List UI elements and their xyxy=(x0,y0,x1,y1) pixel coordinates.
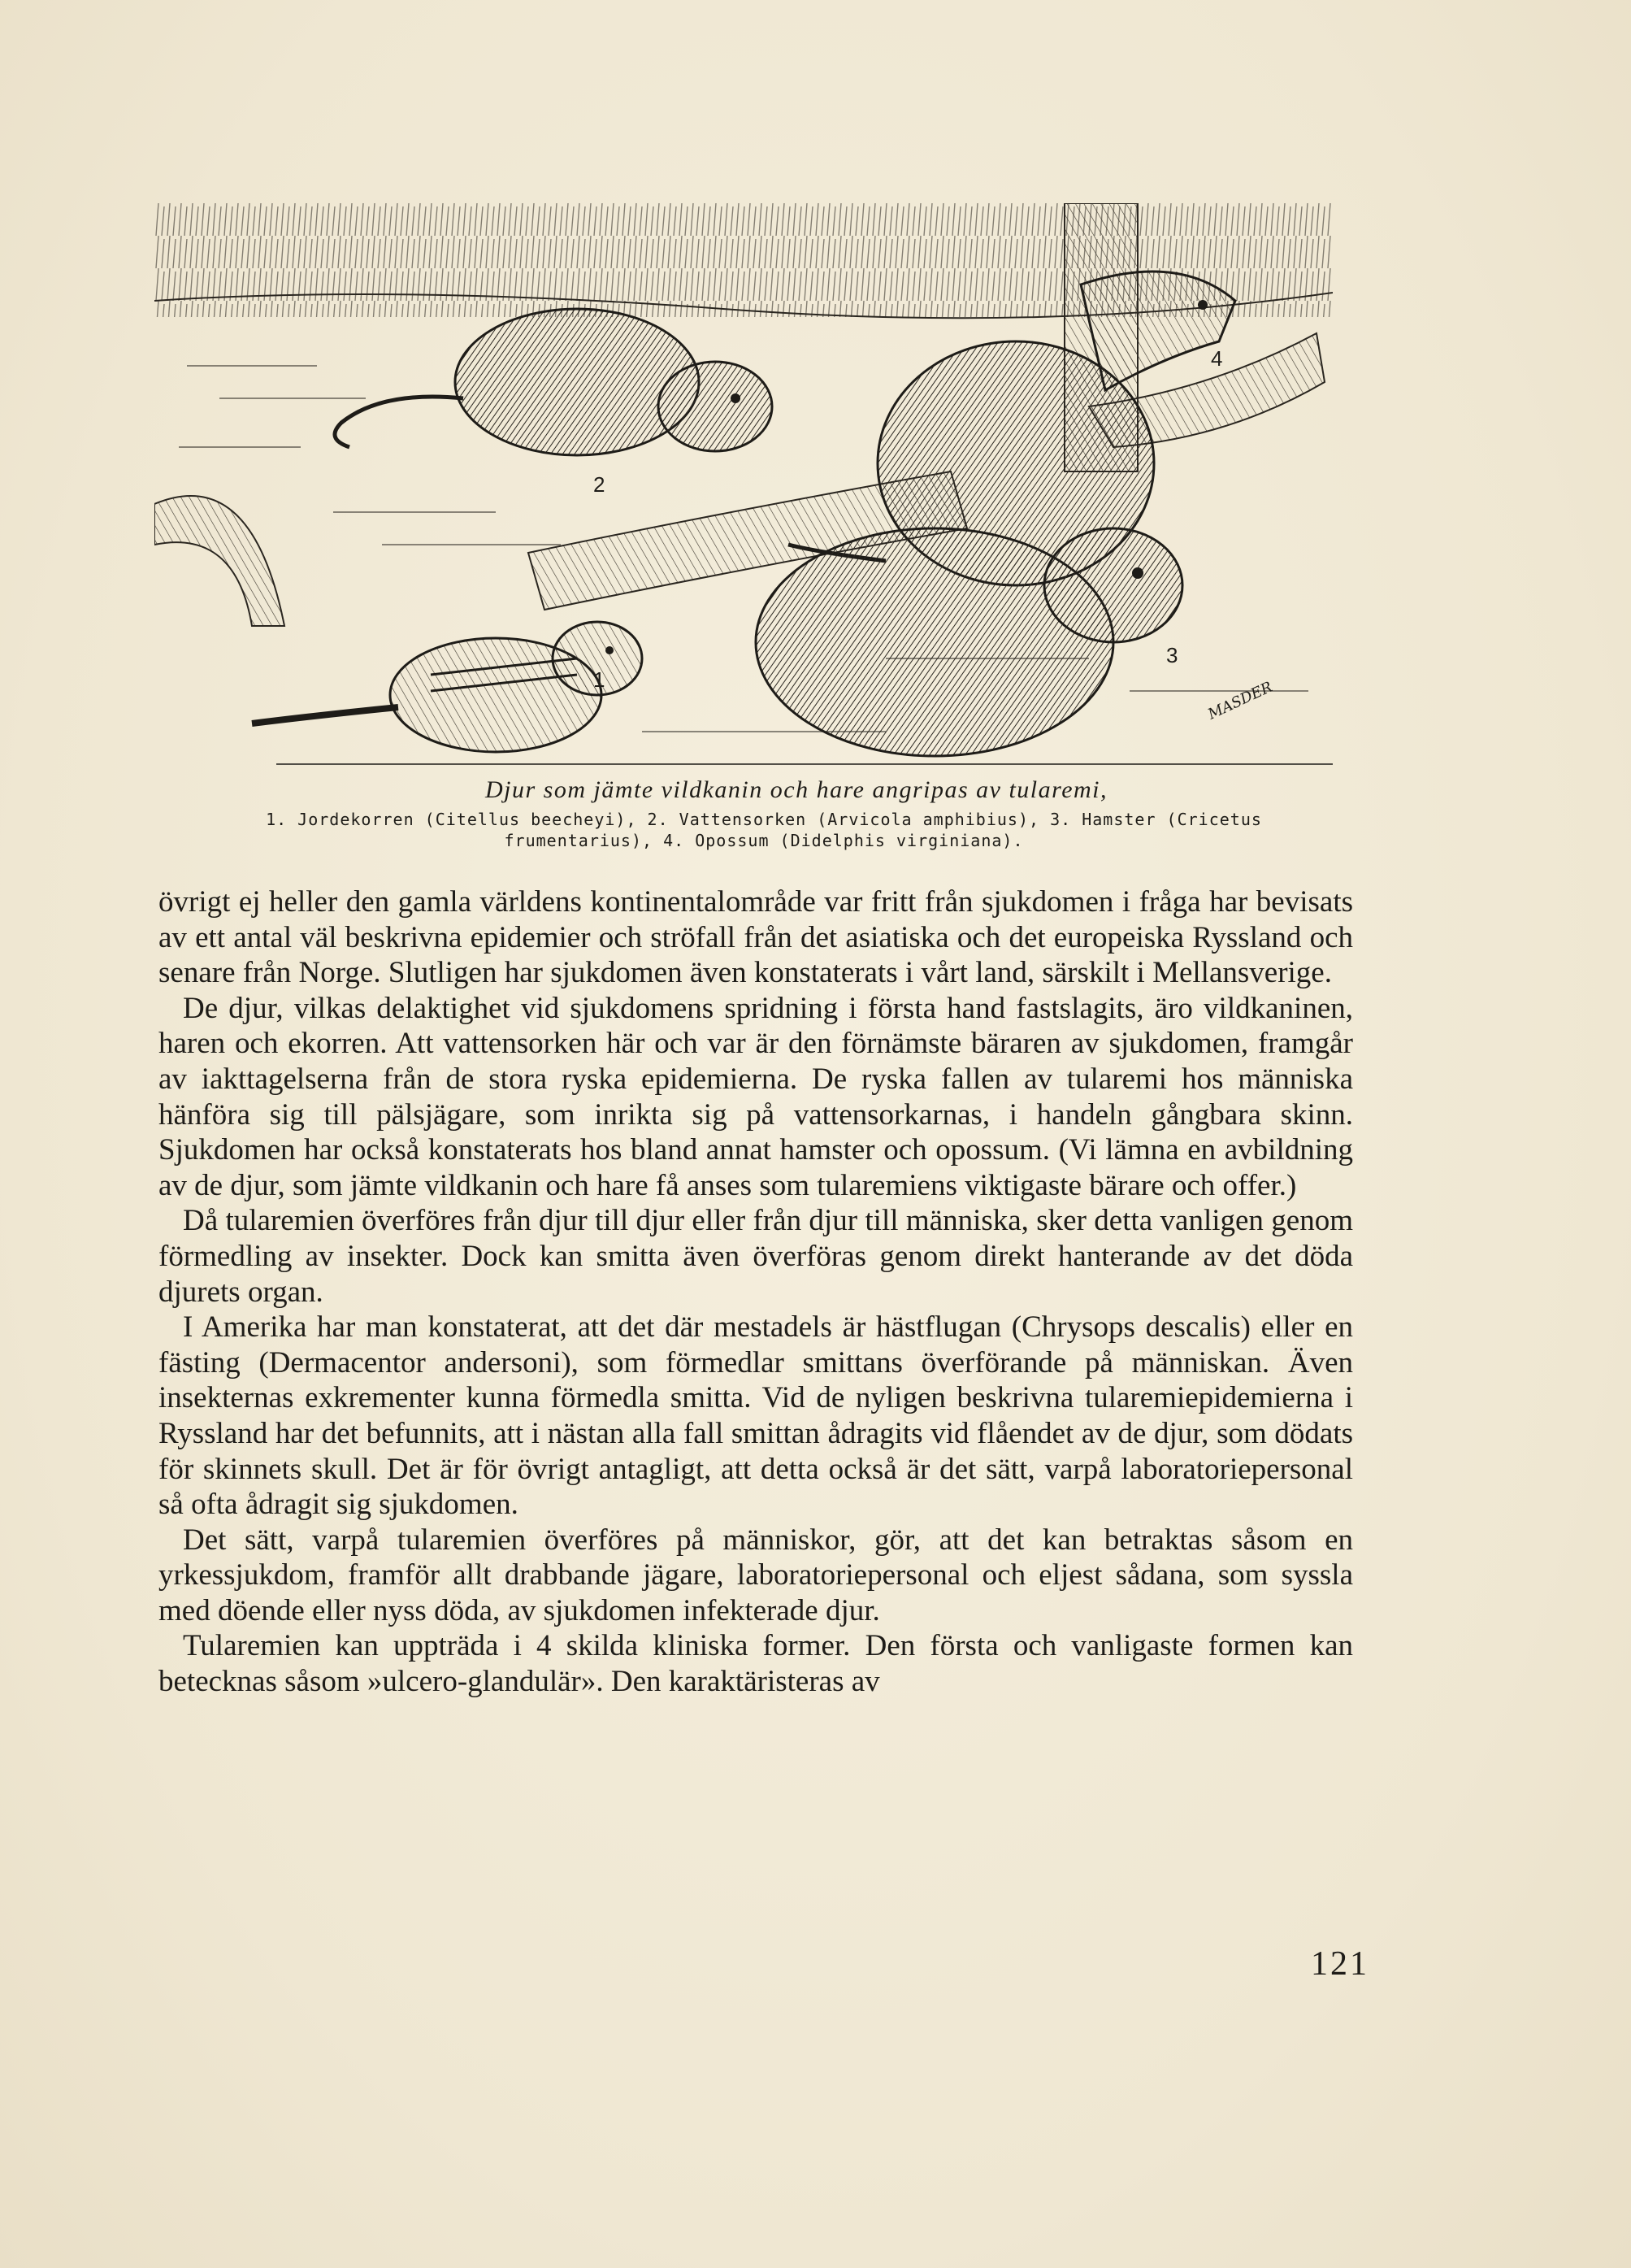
figure-label-1: 1 xyxy=(593,667,605,692)
paragraph: Då tularemien överföres från djur till djur eller från djur till människa, sker detta vanligen genom förmedling av insekter. Dock kan smitta även överföras genom direkt hanterande av det döda djurets organ. xyxy=(158,1204,1353,1309)
paragraph: I Amerika har man konstaterat, att det där mestadels är hästflugan (Chrysops descalis) eller en fästing (Dermacentor andersoni), som förmedlar smittans överförande på människan. Även insekternas exkrementer kunna förmedla smitta. Vid de nyligen beskrivna tularemiepidemierna i Ryssland har det befunnits, att i nästan alla fall smittan ådragits vid flåendet av de djur, som dödats för skinnets skull. Det är för övrigt antagligt, att detta också är det sätt, varpå laboratoriepersonal så ofta ådragit sig sjukdomen. xyxy=(158,1310,1353,1522)
ground-squirrel-figure xyxy=(252,622,642,752)
paragraph: De djur, vilkas delaktighet vid sjukdomens spridning i första hand fastslagits, äro vildkaninen, haren och ekorren. Att vattensorken här och var är den förnämste bäraren av sjukdomen, framgår av iakttagelserna från de stora ryska epidemierna. De ryska fallen av tularemi hos människa hänföra sig till pälsjägare, som inrikta sig på vattensorkarnas, i handeln gångbara skinn. Sjukdomen har också konstaterats hos bland annat hamster och opossum. (Vi lämna en avbildning av de djur, som jämte vildkanin och hare få anses som tularemiens viktigaste bärare och offer.) xyxy=(158,991,1353,1202)
page-number: 121 xyxy=(1311,1945,1369,1983)
caption-legend-line-2: frumentarius), 4. Opossum (Didelphis virginiana). xyxy=(504,831,1024,850)
paragraph: övrigt ej heller den gamla världens kontinentalområde var fritt från sjukdomen i fråga har bevisats av ett antal väl beskrivna epidemier och ströfall från det asiatiska och det europeiska Ryssland och senare från Norge. Slutligen har sjukdomen även konstaterats i vårt land, särskilt i Mellansverige. xyxy=(158,885,1353,990)
paragraph: Tularemien kan uppträda i 4 skilda kliniska former. Den första och vanligaste formen kan betecknas såsom »ulcero-glandulär». Den karaktäristeras av xyxy=(158,1629,1353,1699)
hamster-figure xyxy=(756,528,1182,756)
figure-label-4: 4 xyxy=(1211,346,1223,371)
caption-title: Djur som jämte vildkanin och hare angripas av tularemi, xyxy=(484,776,1108,803)
animal-illustration xyxy=(154,203,1333,772)
illustration-svg xyxy=(154,203,1333,772)
paragraph: Det sätt, varpå tularemien överföres på människor, gör, att det kan betraktas såsom en yrkessjukdom, framför allt drabbande jägare, laboratoriepersonal och eljest sådana, som syssla med döende eller nyss döda, av sjukdomen infekterade djur. xyxy=(158,1523,1353,1627)
caption-legend-line-1: 1. Jordekorren (Citellus beecheyi), 2. Vattensorken (Arvicola amphibius), 3. Hamster (Cricetus xyxy=(266,810,1262,829)
artist-signature: MASDER xyxy=(1205,678,1276,723)
body-text xyxy=(158,884,1353,1700)
figure-caption xyxy=(163,776,1365,851)
figure-label-2: 2 xyxy=(593,472,605,497)
figure-label-3: 3 xyxy=(1166,643,1178,667)
water-vole-figure xyxy=(335,309,772,455)
